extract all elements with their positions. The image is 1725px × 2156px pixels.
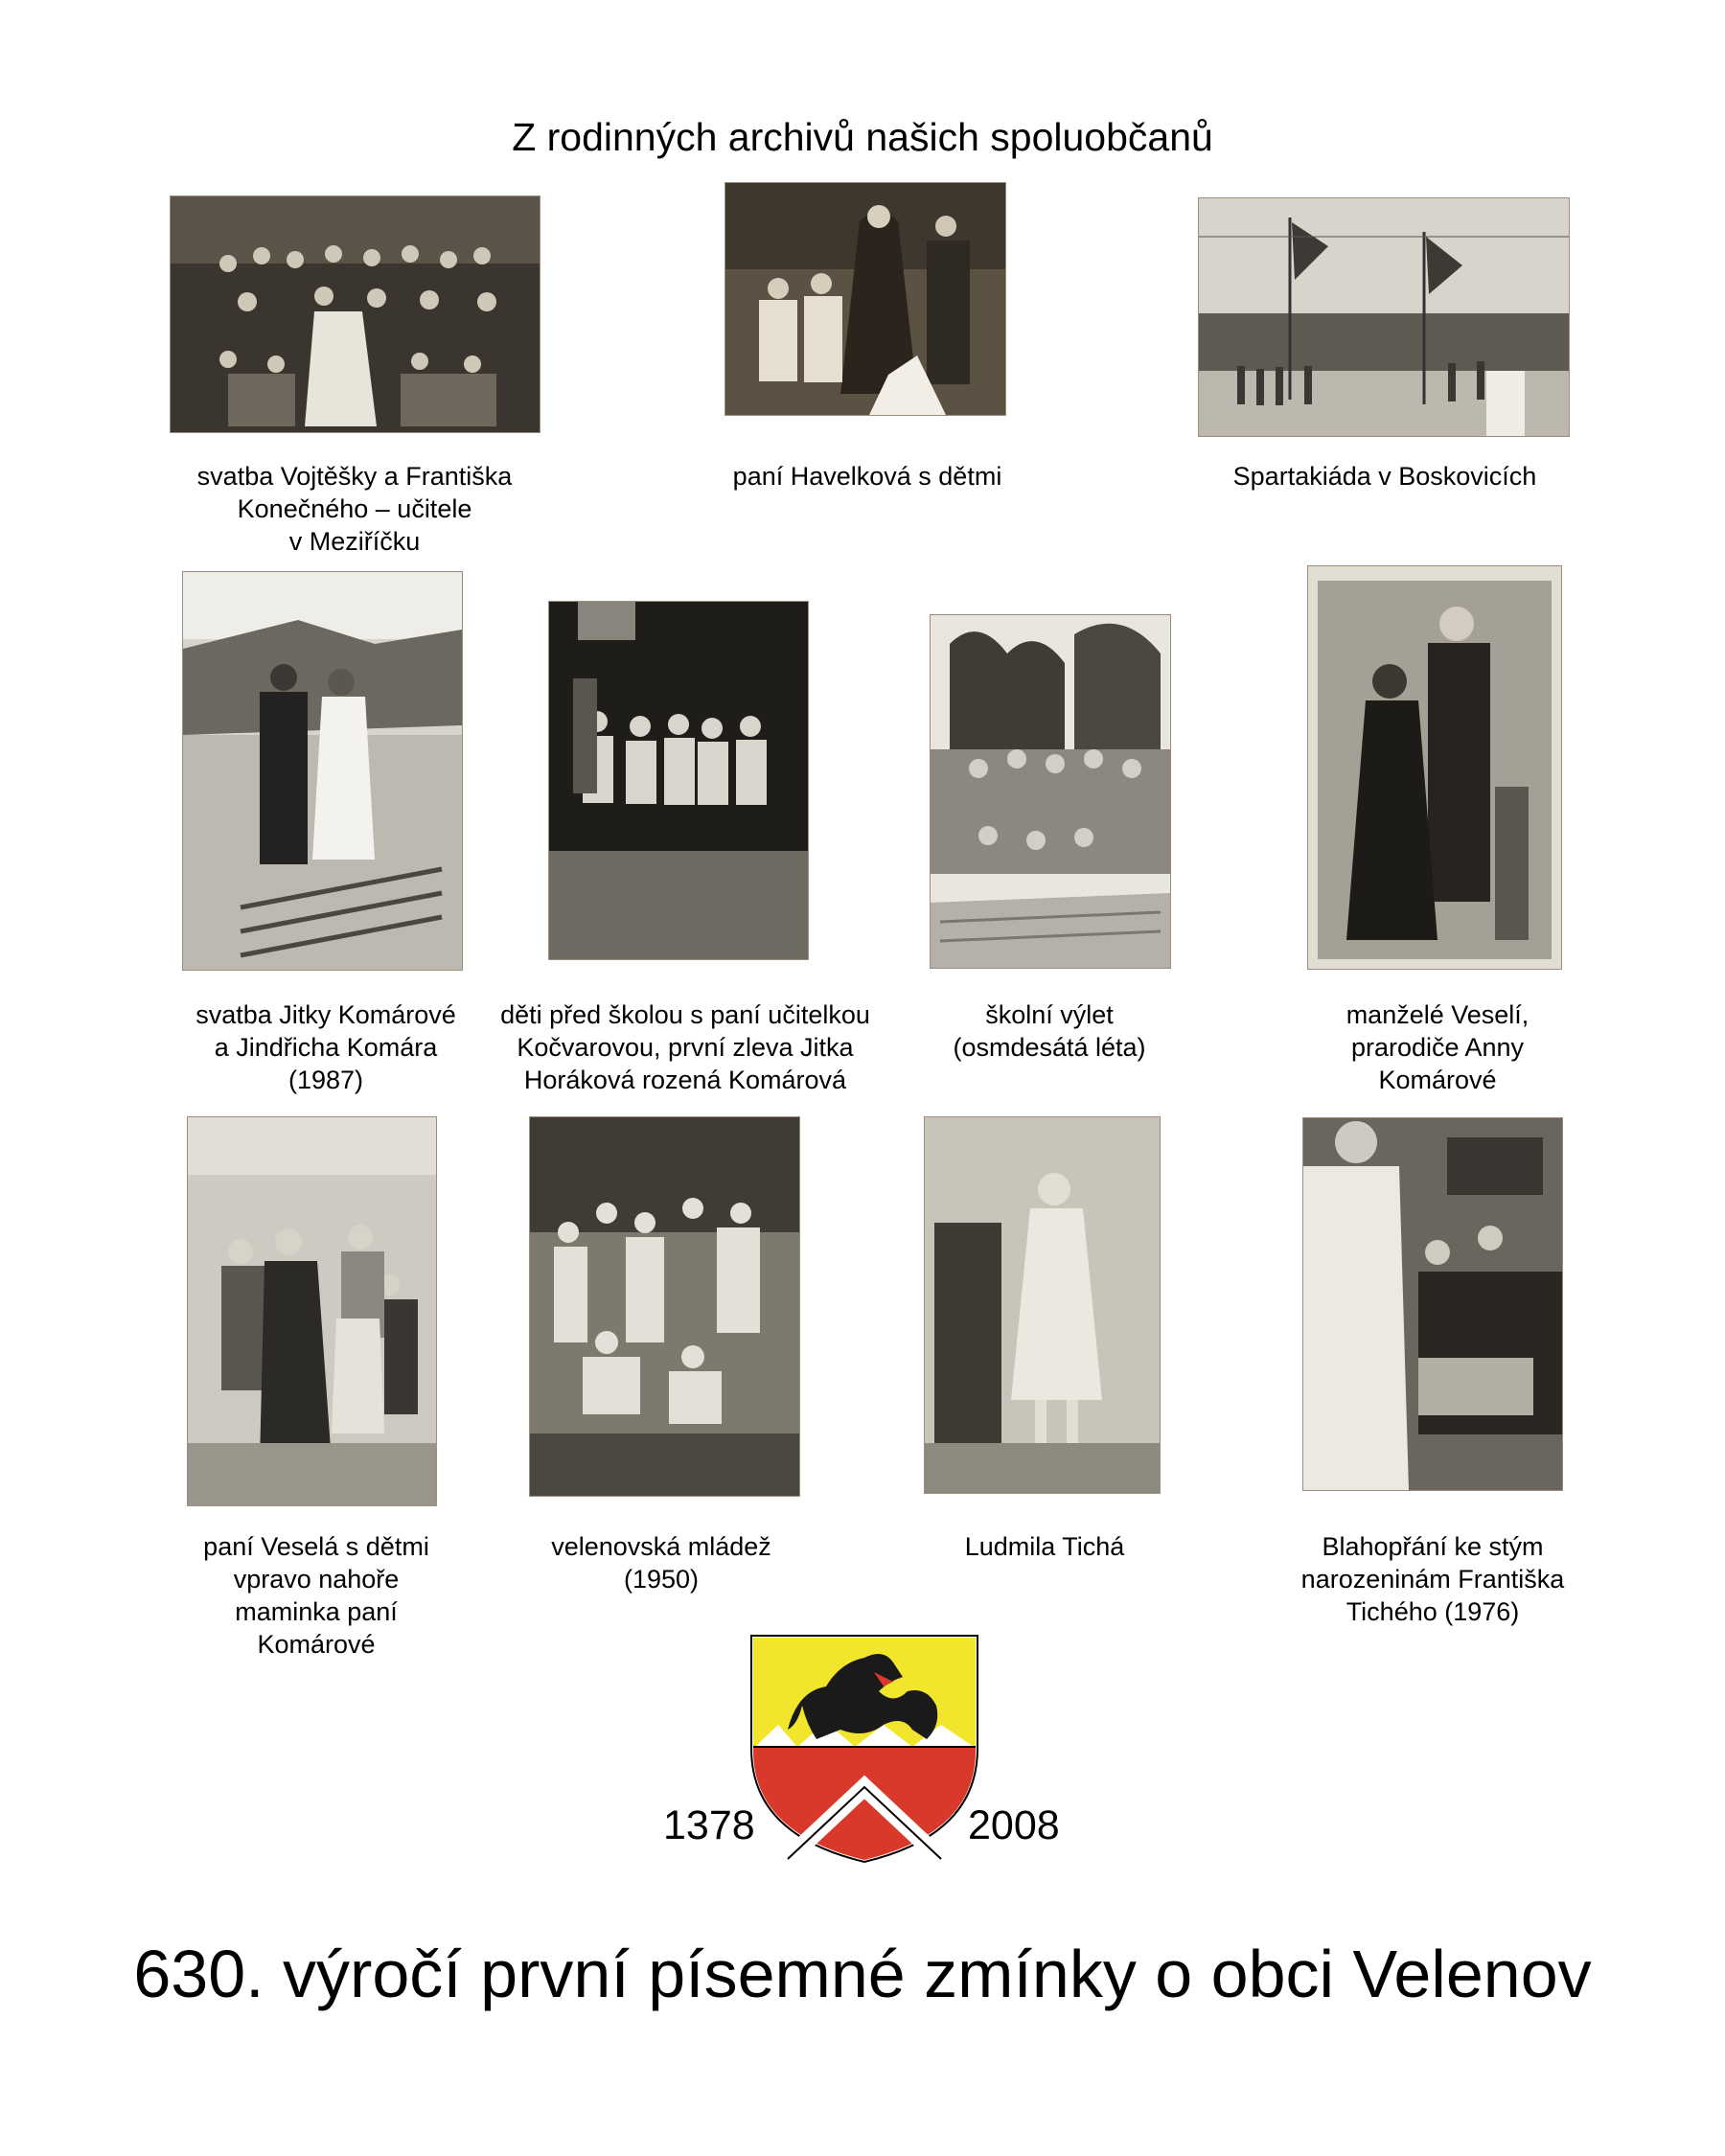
photo-vesela-children [187,1116,437,1506]
photo-havelkova [724,182,1006,416]
caption-school-trip: školní výlet (osmdesátá léta) [953,1000,1146,1062]
caption-blahoprani: Blahopřání ke stým narozeninám Františka Tichého (1976) [1300,1532,1565,1626]
caption-velenov-youth: velenovská mládež (1950) [551,1532,771,1594]
page-title: Z rodinných archivů našich spoluobčanů [512,115,1213,159]
photo-school-trip [930,614,1171,969]
footer-title: 630. výročí první písemné zmínky o obci Velenov [133,1937,1592,2011]
caption-school-kids: děti před školou s paní učitelkou Kočvarovou, první zleva Jitka Horáková rozená Komárová [500,1000,870,1094]
photo-ludmila-ticha [924,1116,1161,1494]
crest-year-right: 2008 [968,1802,1060,1848]
caption-ludmila-ticha: Ludmila Tichá [964,1532,1125,1561]
caption-havelkova: paní Havelková s dětmi [732,462,1002,491]
caption-spartakiada: Spartakiáda v Boskovicích [1232,462,1537,491]
photo-wedding-komar [182,571,463,971]
velenov-coat-of-arms [749,1634,979,1864]
caption-wedding-komar: svatba Jitky Komárové a Jindřicha Komára (1987) [196,1000,456,1094]
photo-velenov-youth [529,1116,800,1497]
caption-vesela-children: paní Veselá s dětmi vpravo nahoře maminka paní Komárové [203,1532,429,1659]
photo-spartakiada [1198,197,1570,437]
caption-manzele-veseli: manželé Veselí, prarodiče Anny Komárové [1346,1000,1530,1094]
photo-blahoprani [1302,1117,1563,1491]
caption-wedding-konecny: svatba Vojtěšky a Františka Konečného – učitele v Meziříčku [196,462,513,556]
photo-manzele-veseli [1307,565,1562,970]
photo-wedding-konecny [170,195,540,433]
crest-year-left: 1378 [663,1802,755,1848]
photo-school-kids [548,601,809,960]
